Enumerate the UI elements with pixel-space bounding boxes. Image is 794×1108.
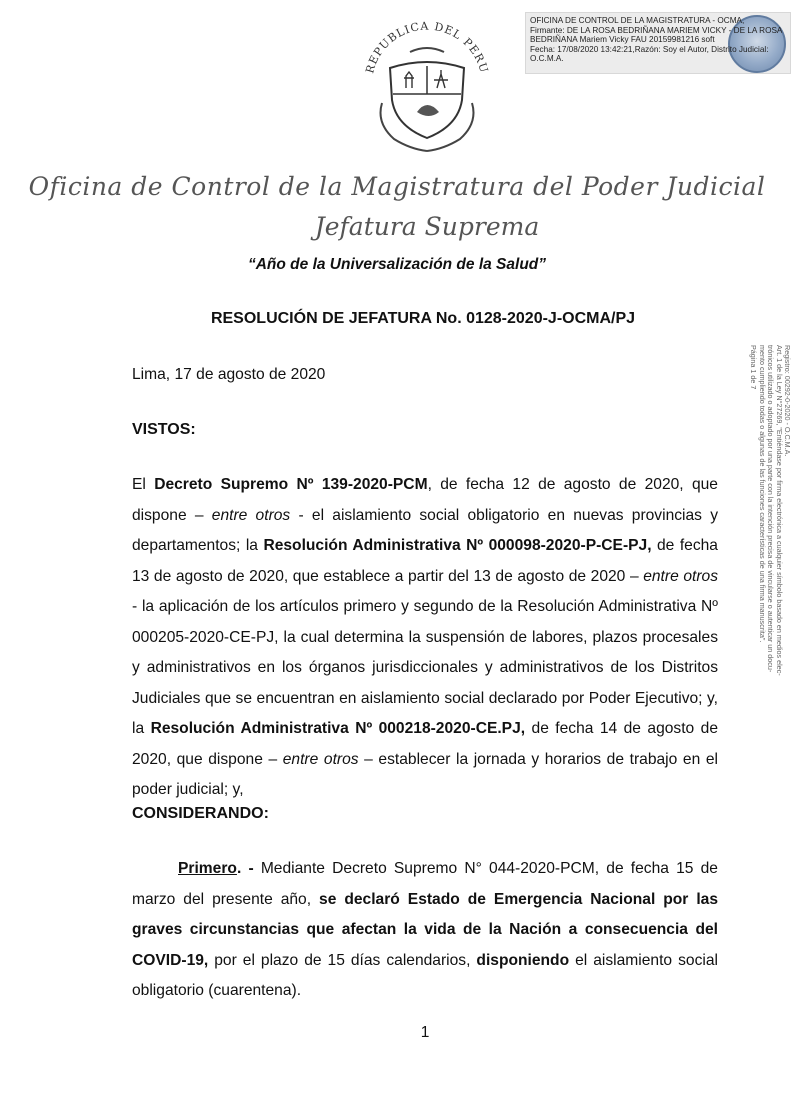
signature-line: Fecha: 17/08/2020 13:42:21,Razón: Soy el Autor, Distrito Judicial: bbox=[530, 44, 769, 54]
text-run: . - bbox=[236, 860, 261, 877]
text-run: se declaró Estado de Emergencia Nacional por las graves circunstancias que afectan la vida de la Nación a consecuencia del COVID-19, bbox=[132, 890, 719, 969]
document-date: Lima, 17 de agosto de 2020 bbox=[132, 366, 326, 383]
text-run: entre otros bbox=[643, 567, 718, 585]
page-number: 1 bbox=[420, 1024, 430, 1041]
side-note-line: Página 1 de 7 bbox=[749, 345, 759, 390]
office-subtitle: Jefatura Suprema bbox=[314, 212, 540, 241]
text-run: El bbox=[132, 476, 155, 493]
electronic-signature-note bbox=[749, 345, 791, 765]
signature-line: O.C.M.A. bbox=[530, 54, 564, 64]
side-note-line: mento cumpliendo todas o algunas de las funciones características de una firma manuscrita". bbox=[757, 345, 767, 643]
primero-paragraph bbox=[132, 854, 718, 1007]
text-run: de fecha 13 de agosto de 2020, que establece a partir del 13 de agosto de 2020 – bbox=[132, 537, 718, 585]
text-run: entre otros bbox=[282, 750, 359, 768]
vistos-heading: VISTOS: bbox=[132, 421, 196, 438]
text-run: Mediante Decreto Supremo N° 044-2020-PCM, de fecha 15 de marzo del presente año, bbox=[132, 860, 718, 908]
coat-of-arms-icon bbox=[362, 8, 492, 158]
text-run: , de fecha 12 de agosto de 2020, que dispone – bbox=[132, 476, 718, 524]
office-title: Oficina de Control de la Magistratura del Poder Judicial bbox=[28, 172, 766, 201]
vistos-paragraph bbox=[132, 470, 718, 806]
considerando-heading: CONSIDERANDO: bbox=[132, 805, 269, 822]
side-note-line: Registro: 00292-0-2020 - O.C.M.A. bbox=[783, 345, 792, 457]
text-run: de fecha 14 de agosto de 2020, que dispone – bbox=[132, 720, 718, 768]
text-run: Resolución Administrativa Nº 000098-2020-P-CE-PJ, bbox=[263, 537, 652, 554]
text-run: Decreto Supremo Nº 139-2020-PCM bbox=[154, 476, 428, 493]
resolution-title: RESOLUCIÓN DE JEFATURA No. 0128-2020-J-OCMA/PJ bbox=[210, 310, 636, 327]
text-run: – establecer la jornada y horarios de trabajo en el poder judicial; y, bbox=[132, 750, 718, 798]
text-run: disponiendo bbox=[476, 951, 570, 969]
digital-signature-box bbox=[525, 12, 791, 74]
signature-line: Firmante: DE LA ROSA BEDRIÑANA MARIEM VICKY - DE LA ROSA bbox=[530, 25, 783, 35]
crest-arc-text: REPUBLICA DEL PERU bbox=[363, 19, 491, 75]
year-motto: “Año de la Universalización de la Salud” bbox=[247, 256, 547, 273]
side-note-line: Art. 1 de la Ley N°27269, "Entiéndase por firma electrónica a cualquier símbolo basado en medios elec- bbox=[774, 345, 784, 676]
signature-line: BEDRIÑANA Mariem Vicky FAU 20159981216 soft bbox=[530, 35, 715, 45]
side-note-line: trónicos utilizado o adoptado por una parte con la intención precisa de vincularse o autenticar un docu- bbox=[766, 345, 776, 673]
signature-line: OFICINA DE CONTROL DE LA MAGISTRATURA - OCMA, bbox=[530, 16, 745, 25]
text-run: por el plazo de 15 días calendarios, bbox=[208, 951, 477, 969]
text-run: Resolución Administrativa Nº 000218-2020-CE.PJ, bbox=[150, 720, 526, 737]
text-run: el aislamiento social obligatorio (cuarentena). bbox=[132, 951, 718, 999]
text-run: - la aplicación de los artículos primero y segundo de la Resolución Administrativa Nº 000205-2020-CE-PJ, la cual determina la suspensión de labores, plazos procesales y administrativos en los órganos jurisdiccionales y administrativos de los Distritos Judiciales que se encuentran en aislamiento social declarado por Poder Ejecutivo; y, la bbox=[132, 598, 718, 737]
text-run: entre otros bbox=[211, 506, 291, 524]
text-run: Primero bbox=[178, 860, 237, 877]
text-run: - el aislamiento social obligatorio en nuevas provincias y departamentos; la bbox=[132, 506, 719, 554]
